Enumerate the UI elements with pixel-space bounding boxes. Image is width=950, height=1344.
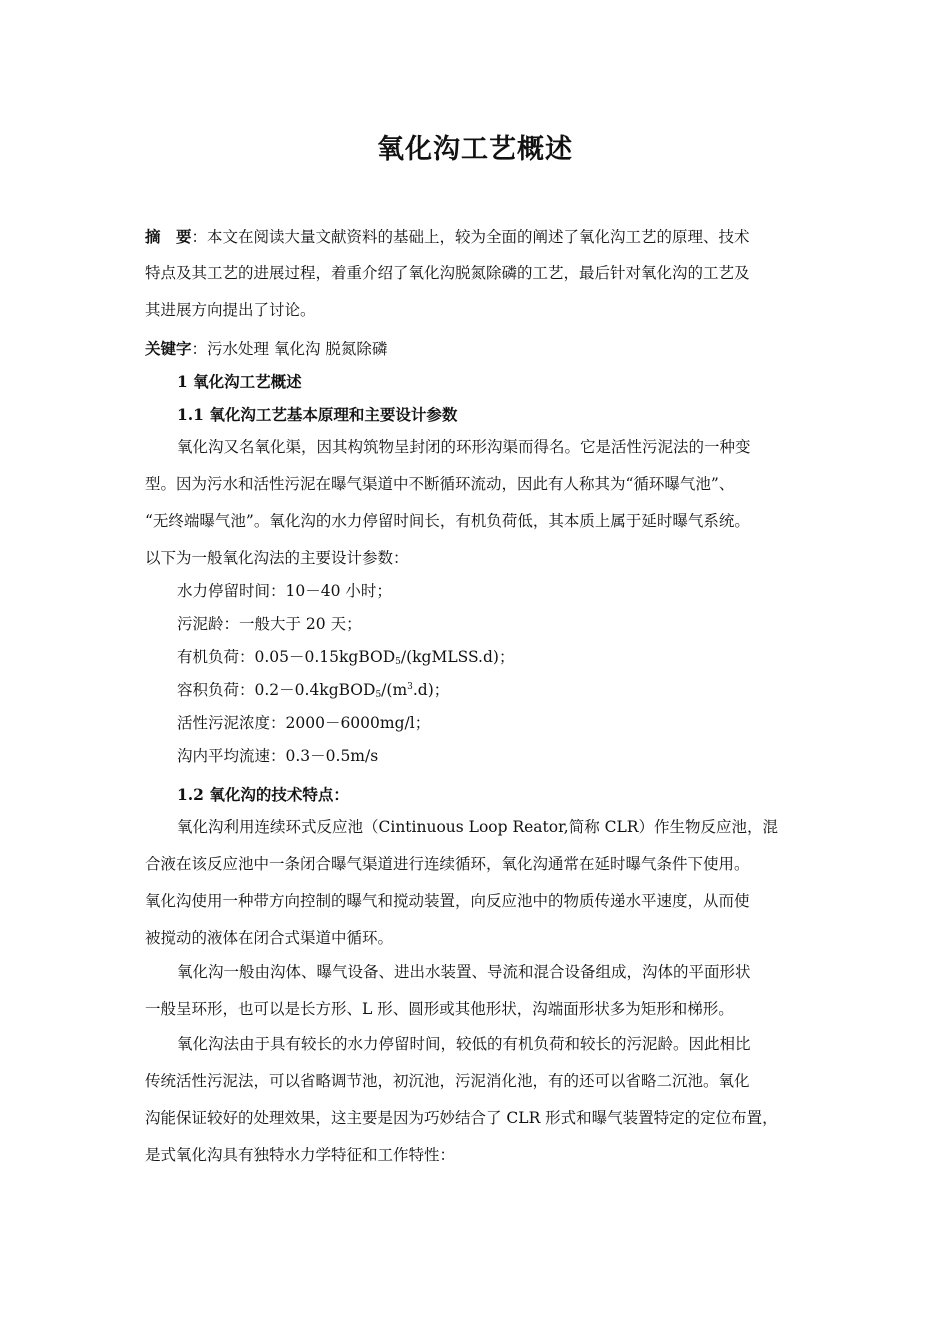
abstract-line-2: 特点及其工艺的进展过程，着重介绍了氧化沟脱氮除磷的工艺，最后针对氧化沟的工艺及 <box>145 264 750 282</box>
section-1-heading: 1 氧化沟工艺概述 <box>177 372 302 391</box>
document-title: 氧化沟工艺概述 <box>377 134 573 165</box>
paragraph-clr: 氧化沟利用连续环式反应池（Cintinuous Loop Reator,简称 CLR）作生物反应池，混 合液在该反应池中一条闭合曝气渠道进行连续循环，氧化沟通常在延时曝气条件下使用。 氧化沟使用一种带方向控制的曝气和搅动装置，向反应池中的物质传递水平速度，从而使 被搅动的液体在闭合式渠道中循环。 <box>145 818 778 947</box>
param-sludge-age: 污泥龄：一般大于 20 天； <box>177 615 362 633</box>
paragraph-advantages: 氧化沟法由于具有较长的水力停留时间，较低的有机负荷和较长的污泥龄。因此相比 传统活性污泥法，可以省略调节池，初沉池，污泥消化池，有的还可以省略二沉池。氧化 沟能保证较好的处理效果，这主要是因为巧妙结合了 CLR 形式和曝气装置特定的定位布置， 是式氧化沟具有独特水力学特征和工作特性： <box>145 1035 778 1164</box>
abstract-line-1: 摘 要：本文在阅读大量文献资料的基础上，较为全面的阐述了氧化沟工艺的原理、技术 <box>145 227 750 246</box>
param-velocity: 沟内平均流速：0.3－0.5m/s <box>177 747 379 765</box>
param-hrt: 水力停留时间：10－40 小时； <box>177 582 392 600</box>
param-mlss: 活性污泥浓度：2000－6000mg/l； <box>177 714 431 732</box>
abstract-line-3: 其进展方向提出了讨论。 <box>145 301 316 319</box>
section-1-2-heading: 1.2 氧化沟的技术特点： <box>177 785 349 804</box>
keywords-label: 关键字 <box>145 339 192 358</box>
paragraph-principle: 氧化沟又名氧化渠，因其构筑物呈封闭的环形沟渠而得名。它是活性污泥法的一种变 型。因为污水和活性污泥在曝气渠道中不断循环流动，因此有人称其为“循环曝气池”、 “无终端曝气池”。氧化沟的水力停留时间长，有机负荷低，其本质上属于延时曝气系统。 以下为一般氧化沟法的主要设计参数： <box>145 438 751 567</box>
design-parameters-list <box>145 575 810 773</box>
param-organic-load: 有机负荷：0.05－0.15kgBOD$_5$/(kgMLSS.d)； <box>177 648 515 667</box>
paragraph-structure: 氧化沟一般由沟体、曝气设备、进出水装置、导流和混合设备组成，沟体的平面形状 一般呈环形，也可以是长方形、L 形、圆形或其他形状，沟端面形状多为矩形和梯形。 <box>145 963 751 1018</box>
abstract <box>145 218 810 329</box>
param-volume-load: 容积负荷：$0.2-0.4kgBOD_5/(m^3.d)$； <box>177 681 450 700</box>
section-1-1-heading: 1.1 氧化沟工艺基本原理和主要设计参数 <box>177 405 458 424</box>
abstract-label: 摘 要 <box>145 227 192 246</box>
keywords-text: ：污水处理 氧化沟 脱氮除磷 <box>191 340 388 358</box>
keywords <box>145 330 810 367</box>
